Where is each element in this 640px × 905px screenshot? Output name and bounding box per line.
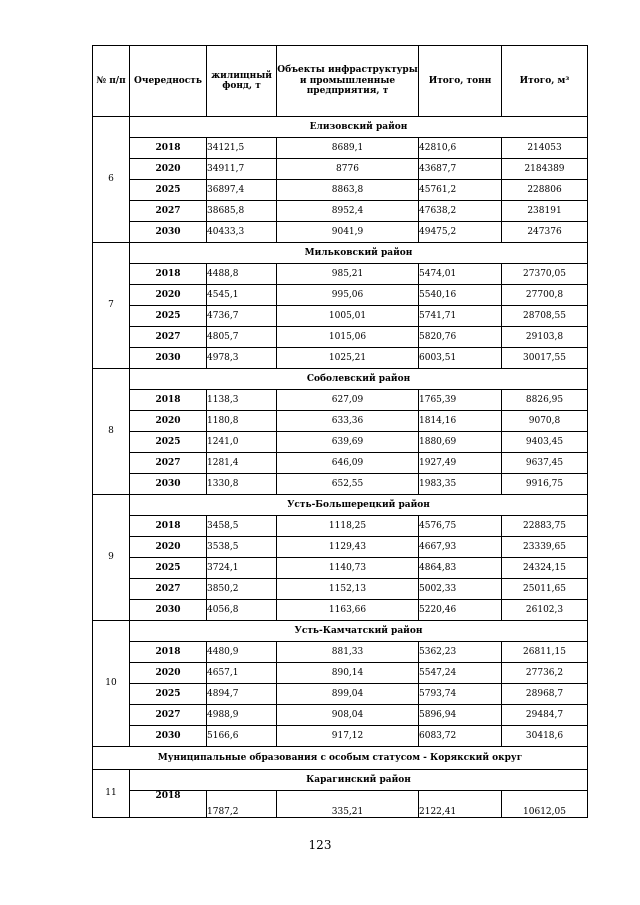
year-cell: 2030 [130,600,207,621]
total-m3-cell: 28708,55 [502,306,588,327]
year-cell: 2027 [130,453,207,474]
total-t-cell: 5741,71 [419,306,502,327]
table-row [93,726,588,747]
total-m3-cell: 9070,8 [502,411,588,432]
total-t-cell: 4576,75 [419,516,502,537]
total-m3-cell: 214053 [502,138,588,159]
total-m3-cell: 22883,75 [502,516,588,537]
housing-cell: 38685,8 [207,201,277,222]
total-m3-cell: 247376 [502,222,588,243]
year-cell: 2027 [130,327,207,348]
infra-cell: 995,06 [277,285,419,306]
total-t-cell: 4667,93 [419,537,502,558]
table-row [93,600,588,621]
year-cell: 2020 [130,285,207,306]
year-cell: 2018 [130,390,207,411]
header-total-t: Итого, тонн [419,46,502,117]
infra-cell: 335,21 [277,791,419,818]
total-m3-cell: 9637,45 [502,453,588,474]
table-row [93,348,588,369]
housing-cell: 3724,1 [207,558,277,579]
special-section-title: Муниципальные образования с особым статусом - Корякский округ [93,747,588,770]
data-table [92,45,588,818]
housing-cell: 1241,0 [207,432,277,453]
total-m3-cell: 9403,45 [502,432,588,453]
housing-cell: 4545,1 [207,285,277,306]
infra-cell: 908,04 [277,705,419,726]
total-m3-cell: 27700,8 [502,285,588,306]
table-row [93,474,588,495]
housing-cell: 4805,7 [207,327,277,348]
total-m3-cell: 9916,75 [502,474,588,495]
housing-cell: 3850,2 [207,579,277,600]
header-housing: жилищный фонд, т [207,46,277,117]
table-row [93,138,588,159]
year-cell: 2025 [130,180,207,201]
total-t-cell: 1983,35 [419,474,502,495]
table-row [93,390,588,411]
district-row [93,117,588,138]
infra-cell: 1025,21 [277,348,419,369]
year-cell: 2020 [130,159,207,180]
housing-cell: 36897,4 [207,180,277,201]
page-number: 123 [308,838,332,852]
district-row [93,621,588,642]
total-t-cell: 6003,51 [419,348,502,369]
table-row [93,180,588,201]
total-t-cell: 1765,39 [419,390,502,411]
total-m3-cell: 29484,7 [502,705,588,726]
housing-cell: 4657,1 [207,663,277,684]
year-cell: 2025 [130,432,207,453]
total-t-cell: 1814,16 [419,411,502,432]
housing-cell: 3458,5 [207,516,277,537]
year-cell: 2018 [130,138,207,159]
year-cell: 2025 [130,306,207,327]
table-row [93,453,588,474]
group-number: 9 [93,495,130,621]
infra-cell: 1140,73 [277,558,419,579]
housing-cell: 4978,3 [207,348,277,369]
group-number: 6 [93,117,130,243]
header-stage: Очередность [130,46,207,117]
housing-cell: 4736,7 [207,306,277,327]
district-name: Усть-Большерецкий район [130,495,588,516]
district-name: Мильковский район [130,243,588,264]
table-row [93,264,588,285]
total-t-cell: 6083,72 [419,726,502,747]
year-cell: 2018 [130,642,207,663]
table-row [93,642,588,663]
total-m3-cell: 27370,05 [502,264,588,285]
table-row [93,327,588,348]
special-section-row [93,747,588,770]
year-cell: 2027 [130,579,207,600]
total-t-cell: 42810,6 [419,138,502,159]
total-m3-cell: 23339,65 [502,537,588,558]
total-t-cell: 5820,76 [419,327,502,348]
housing-cell: 4480,9 [207,642,277,663]
infra-cell: 1015,06 [277,327,419,348]
housing-cell: 4056,8 [207,600,277,621]
table-row [93,705,588,726]
total-m3-cell: 30418,6 [502,726,588,747]
district-name: Соболевский район [130,369,588,390]
housing-cell: 4988,9 [207,705,277,726]
infra-cell: 1118,25 [277,516,419,537]
table-row [93,306,588,327]
header-total-m3: Итого, м³ [502,46,588,117]
infra-cell: 8689,1 [277,138,419,159]
total-t-cell: 4864,83 [419,558,502,579]
district-name: Карагинский район [130,770,588,791]
district-name: Елизовский район [130,117,588,138]
year-cell: 2020 [130,411,207,432]
total-t-cell: 5547,24 [419,663,502,684]
year-cell: 2027 [130,705,207,726]
total-t-cell: 5896,94 [419,705,502,726]
table-row [93,663,588,684]
year-cell: 2030 [130,474,207,495]
total-t-cell: 1927,49 [419,453,502,474]
total-t-cell: 43687,7 [419,159,502,180]
infra-cell: 627,09 [277,390,419,411]
total-m3-cell: 30017,55 [502,348,588,369]
total-m3-cell: 25011,65 [502,579,588,600]
housing-cell: 3538,5 [207,537,277,558]
year-cell: 2030 [130,222,207,243]
year-cell: 2018 [130,791,207,818]
housing-cell: 4894,7 [207,684,277,705]
year-cell: 2030 [130,726,207,747]
total-t-cell: 45761,2 [419,180,502,201]
total-t-cell: 1880,69 [419,432,502,453]
table-row [93,684,588,705]
infra-cell: 8952,4 [277,201,419,222]
year-cell: 2030 [130,348,207,369]
total-m3-cell: 28968,7 [502,684,588,705]
housing-cell: 34121,5 [207,138,277,159]
infra-cell: 1152,13 [277,579,419,600]
housing-cell: 1787,2 [207,791,277,818]
infra-cell: 652,55 [277,474,419,495]
year-cell: 2027 [130,201,207,222]
year-cell: 2025 [130,684,207,705]
table-row [93,516,588,537]
group-number: 11 [93,770,130,818]
district-row [93,495,588,516]
header-num: № п/п [93,46,130,117]
infra-cell: 917,12 [277,726,419,747]
total-t-cell: 2122,41 [419,791,502,818]
district-name: Усть-Камчатский район [130,621,588,642]
total-t-cell: 47638,2 [419,201,502,222]
group-number: 8 [93,369,130,495]
total-t-cell: 5220,46 [419,600,502,621]
total-m3-cell: 8826,95 [502,390,588,411]
infra-cell: 890,14 [277,663,419,684]
total-m3-cell: 10612,05 [502,791,588,818]
housing-cell: 1138,3 [207,390,277,411]
housing-cell: 1180,8 [207,411,277,432]
infra-cell: 1163,66 [277,600,419,621]
housing-cell: 40433,3 [207,222,277,243]
district-row [93,243,588,264]
total-t-cell: 5540,16 [419,285,502,306]
district-row [93,770,588,791]
housing-cell: 5166,6 [207,726,277,747]
infra-cell: 8776 [277,159,419,180]
infra-cell: 646,09 [277,453,419,474]
total-m3-cell: 238191 [502,201,588,222]
total-m3-cell: 24324,15 [502,558,588,579]
housing-cell: 4488,8 [207,264,277,285]
group-number: 7 [93,243,130,369]
total-t-cell: 5002,33 [419,579,502,600]
infra-cell: 8863,8 [277,180,419,201]
table-row [93,579,588,600]
year-cell: 2018 [130,264,207,285]
table-row [93,411,588,432]
infra-cell: 639,69 [277,432,419,453]
infra-cell: 899,04 [277,684,419,705]
total-m3-cell: 26102,3 [502,600,588,621]
year-cell: 2018 [130,516,207,537]
infra-cell: 1129,43 [277,537,419,558]
table-row [93,285,588,306]
total-m3-cell: 26811,15 [502,642,588,663]
infra-cell: 1005,01 [277,306,419,327]
infra-cell: 9041,9 [277,222,419,243]
table-row [93,201,588,222]
infra-cell: 985,21 [277,264,419,285]
year-cell: 2020 [130,663,207,684]
total-m3-cell: 228806 [502,180,588,201]
table-row [93,791,588,818]
total-t-cell: 5793,74 [419,684,502,705]
table-row [93,432,588,453]
total-t-cell: 5474,01 [419,264,502,285]
header-infra: Объекты инфраструктуры и промышленные предприятия, т [277,46,419,117]
total-m3-cell: 27736,2 [502,663,588,684]
group-number: 10 [93,621,130,747]
housing-cell: 34911,7 [207,159,277,180]
total-m3-cell: 2184389 [502,159,588,180]
table-row [93,558,588,579]
total-t-cell: 49475,2 [419,222,502,243]
total-m3-cell: 29103,8 [502,327,588,348]
infra-cell: 881,33 [277,642,419,663]
year-cell: 2025 [130,558,207,579]
infra-cell: 633,36 [277,411,419,432]
housing-cell: 1330,8 [207,474,277,495]
year-cell: 2020 [130,537,207,558]
table-row [93,537,588,558]
total-t-cell: 5362,23 [419,642,502,663]
housing-cell: 1281,4 [207,453,277,474]
header-row [93,46,588,117]
table-row [93,222,588,243]
table-row [93,159,588,180]
district-row [93,369,588,390]
